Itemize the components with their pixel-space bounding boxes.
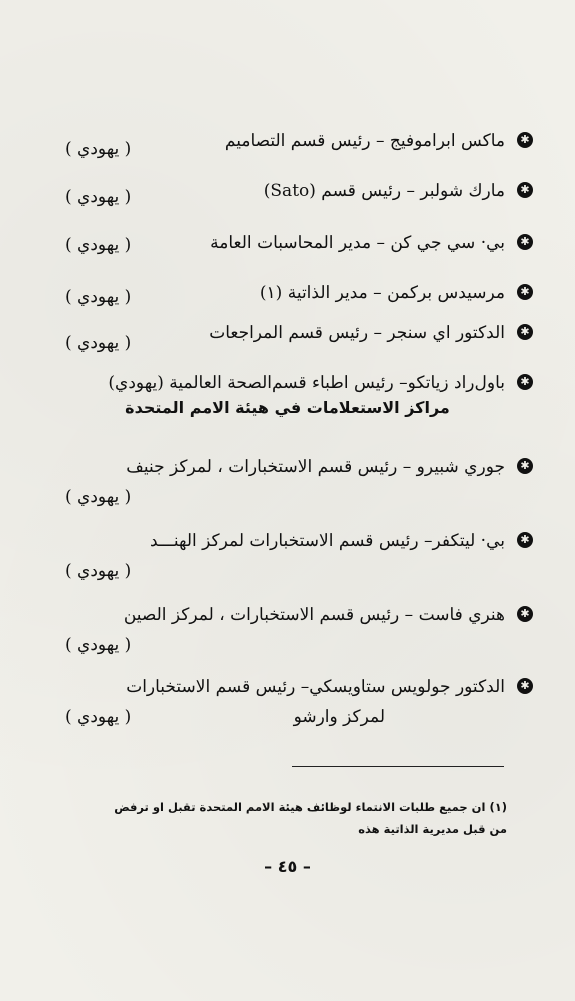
entry-text: مارك شولبر – رئيس قسم (Sato) <box>263 181 505 201</box>
footnote-divider <box>292 766 504 767</box>
page-number: – ٤٥ – <box>264 857 311 876</box>
entry-tag: ( يهودي ) <box>65 187 132 207</box>
footnote-line: من قبل مديرية الذاتية هذه <box>358 822 507 836</box>
star-bullet-icon: ✱ <box>517 132 533 148</box>
star-bullet-icon: ✱ <box>517 606 533 622</box>
entry-text: بي· سي جي كن – مدير المحاسبات العامة <box>210 233 505 253</box>
entry-text-continued: لمركز وارشو <box>293 707 385 727</box>
list-item <box>65 318 530 353</box>
list-item <box>65 126 530 159</box>
entry-tag: ( يهودي ) <box>65 333 132 353</box>
list-item <box>65 368 530 398</box>
entry-tag: ( يهودي ) <box>65 635 132 655</box>
star-bullet-icon: ✱ <box>517 374 533 390</box>
star-bullet-icon: ✱ <box>517 532 533 548</box>
star-bullet-icon: ✱ <box>517 234 533 250</box>
list-item <box>65 176 530 207</box>
star-bullet-icon: ✱ <box>517 324 533 340</box>
list-item <box>65 228 530 258</box>
list-item <box>65 526 530 586</box>
entry-tag: ( يهودي ) <box>65 707 132 727</box>
list-item <box>65 452 530 512</box>
list-item <box>65 672 530 732</box>
entry-tag: ( يهودي ) <box>65 139 132 159</box>
entry-text: جوري شبيرو – رئيس قسم الاستخبارات ، لمركز جنيف <box>126 457 505 477</box>
star-bullet-icon: ✱ <box>517 678 533 694</box>
entry-text: باول‌راد زياتكو– رئيس اطباء قسم‌الصحة العالمية (يهودي) <box>108 373 505 393</box>
entry-tag: ( يهودي ) <box>65 235 132 255</box>
star-bullet-icon: ✱ <box>517 458 533 474</box>
entry-text: الدكتور اي سنجر – رئيس قسم المراجعات <box>209 323 505 343</box>
footnote-line: (١) ان جميع طلبات الانتماء لوظائف هيئة الامم المتحدة تقبل او ترفض <box>114 800 507 814</box>
entry-tag: ( يهودي ) <box>65 487 132 507</box>
section-heading: مراكز الاستعلامات في هيئة الامم المتحدة <box>125 398 450 417</box>
entry-text: ماكس ابراموفيج – رئيس قسم التصاميم <box>224 131 505 151</box>
entry-text: بي· ليتكفر– رئيس قسم الاستخبارات لمركز الهنـــد <box>150 531 505 551</box>
list-item <box>65 278 530 308</box>
entry-tag: ( يهودي ) <box>65 287 132 307</box>
star-bullet-icon: ✱ <box>517 182 533 198</box>
star-bullet-icon: ✱ <box>517 284 533 300</box>
list-item <box>65 600 530 660</box>
footnote <box>67 796 507 840</box>
entry-text: الدكتور جولويس ستاويسكي– رئيس قسم الاستخبارات <box>126 677 505 697</box>
entry-tag: ( يهودي ) <box>65 561 132 581</box>
entry-text: هنري فاست – رئيس قسم الاستخبارات ، لمركز الصين <box>123 605 505 625</box>
entry-text: مرسيدس بركمن – مدير الذاتية (١) <box>259 283 505 303</box>
